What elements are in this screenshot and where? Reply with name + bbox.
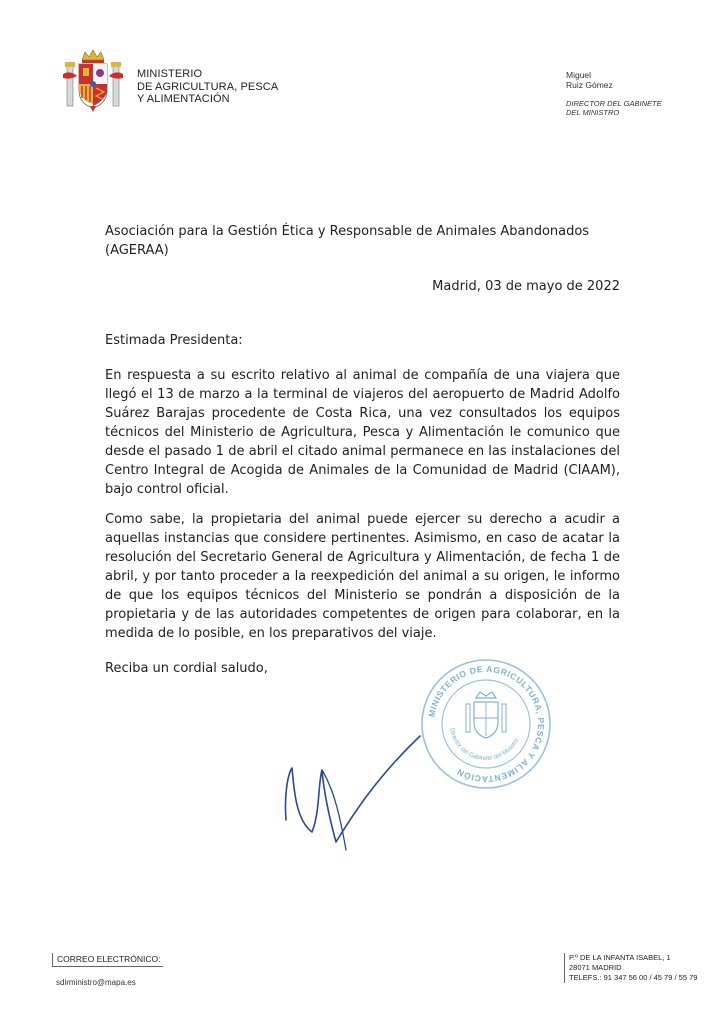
signature	[278, 724, 428, 856]
email-label: CORREO ELECTRÓNICO:	[52, 953, 163, 967]
svg-text:Director del Gabinete del Mini: Director del Gabinete del Ministro	[448, 727, 521, 763]
address-line-3: TELEFS.: 91 347 56 00 / 45 79 / 55 79	[569, 973, 698, 982]
ministry-line-2: DE AGRICULTURA, PESCA	[137, 80, 279, 93]
body-paragraph-1: En respuesta a su escrito relativo al animal de compañía de una viajera que llegó el 13 de marzo a la terminal de viajeros del aeropuerto de Madrid Adolfo Suárez Barajas procedente de Costa Rica, una vez consultados los equipos técnicos del Ministerio de Agricultura, Pesca y Alimentación le comunico que desde el pasado 1 de abril el citado animal permanece en las instalaciones del Centro Integral de Acogida de Animales de la Comunidad de Madrid (CIAAM), bajo control oficial.	[105, 368, 620, 497]
sender-role-line-1: DIRECTOR DEL GABINETE	[566, 99, 662, 108]
sender-role-line-2: DEL MINISTRO	[566, 108, 620, 117]
address-block	[564, 953, 697, 983]
recipient-line-2: (AGERAA)	[105, 243, 169, 258]
sender-block	[566, 70, 662, 117]
recipient-line-1: Asociación para la Gestión Ética y Responsable de Animales Abandonados	[105, 224, 590, 239]
official-stamp	[418, 656, 554, 792]
sender-first-name: Miguel	[566, 70, 592, 80]
sender-last-name: Ruiz Gómez	[566, 80, 613, 90]
ministry-line-3: Y ALIMENTACIÓN	[137, 93, 230, 105]
letter-date: Madrid, 03 de mayo de 2022	[432, 279, 620, 294]
closing: Reciba un cordial saludo,	[105, 661, 268, 676]
address-line-2: 28071 MADRID	[569, 963, 622, 972]
ministry-name	[137, 68, 278, 106]
coat-of-arms-logo	[58, 46, 128, 116]
svg-text:MINISTERIO DE AGRICULTURA, PES: MINISTERIO DE AGRICULTURA, PESCA Y ALIMENTACIÓN	[426, 663, 547, 785]
body-paragraph-2: Como sabe, la propietaria del animal puede ejercer su derecho a acudir a aquellas instancias que considere pertinentes. Asimismo, en caso de acatar la resolución del Secretario General de Agricultura y Alimentación, de fecha 1 de abril, y por tanto proceder a la reexpedición del animal a su origen, le informo de que los equipos técnicos del Ministerio se pondrán a disposición de la propietaria y de las autoridades competentes de origen para colaborar, en la medida de lo posible, en los preparativos del viaje.	[105, 512, 620, 641]
recipient-block	[105, 222, 625, 260]
greeting: Estimada Presidenta:	[105, 333, 243, 348]
ministry-line-1: MINISTERIO	[137, 68, 203, 80]
address-line-1: P.º DE LA INFANTA ISABEL, 1	[569, 953, 671, 962]
email-address: sdirministro@mapa.es	[56, 978, 136, 987]
